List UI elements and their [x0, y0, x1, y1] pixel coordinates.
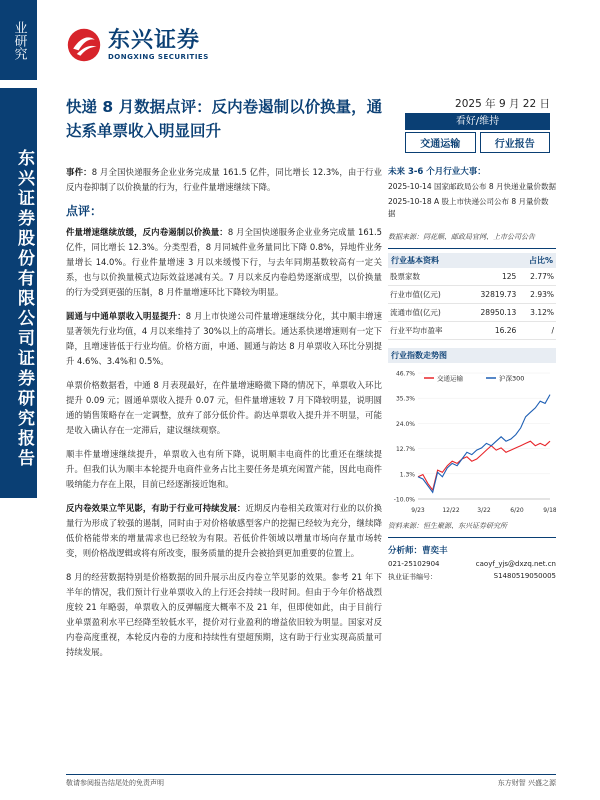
chart-source: 资料来源：恒生聚源、东兴证券研究所	[388, 522, 507, 530]
report-title: 快递 8 月数据点评：反内卷遏制以价换量，通达系单票收入明显回升	[66, 98, 383, 140]
y-tick-label: 46.7%	[395, 370, 415, 378]
analyst-cert-row	[388, 572, 556, 582]
index-chart	[388, 367, 556, 519]
basic-info-title: 行业基本资料	[391, 256, 439, 265]
y-tick-label: -10.0%	[393, 496, 415, 504]
company-logo	[66, 27, 209, 63]
basic-info-header	[388, 253, 556, 268]
logo-name: 东兴证券	[108, 28, 201, 53]
legend-label: 沪深300	[499, 374, 525, 383]
x-tick-label: 9/23	[411, 507, 425, 514]
logo-english-name: DONGXING SECURITIES	[108, 53, 209, 61]
y-tick-label: 24.0%	[395, 420, 415, 428]
industry-tag: 交通运输	[405, 132, 476, 153]
x-tick-label: 9/18	[543, 507, 556, 514]
report-date: 2025 年 9 月 22 日	[405, 96, 550, 116]
legend-label: 交通运输	[437, 374, 463, 383]
table-row: 股票家数 125 2.77%	[388, 268, 556, 286]
y-tick-label: 12.7%	[395, 446, 415, 454]
sidebar-vertical-label: 东兴证券股份有限公司证券研究报告	[0, 88, 37, 498]
y-tick-label: 1.3%	[399, 471, 415, 479]
paragraph-1: 件量增速继续放缓，反内卷遏制以价换量：8 月全国快递服务企业业务完成量 161.5 亿件，同比增长 12.3%。分类型看，8 月同城件业务量同比下降 0.8%，异地件业务量增长 14.0%。行业件量增速 3 月以来缓慢下行，与去年同期基数较高有一定关系，也与以价换量模式边际效益递减有关。7 月以来反内卷趋势逐渐成型，以价换量的行为受到更强的压制，8 月件量增速环比下降较为明显。	[66, 227, 382, 297]
analyst-contact	[388, 560, 556, 568]
analyst-title: 分析师：曹奕丰	[388, 546, 448, 556]
event-item: 2025-10-14 国家邮政局公布 8 月快递业量价数据	[388, 182, 557, 191]
analyst-cert-label: 执业证书编号：	[388, 573, 437, 581]
basic-info-share-label: 占比%	[528, 256, 553, 265]
rating-badge: 看好/维持	[405, 113, 550, 130]
analyst-phone: 021-25102904	[388, 560, 440, 568]
table-row: 流通市值(亿元) 28950.13 3.12%	[388, 304, 556, 322]
index-trend-chart	[388, 367, 556, 517]
main-body	[66, 165, 382, 669]
basic-info-table	[388, 268, 556, 340]
event-item: 2025-10-18 A 股上市快递公司公布 8 月量价数据	[388, 197, 549, 218]
sidebar	[0, 0, 37, 800]
footer-slogan: 东方财智 兴盛之源	[497, 779, 556, 787]
x-tick-label: 6/20	[510, 507, 524, 514]
right-column	[388, 165, 556, 582]
paragraph-3: 单票价格数据看，中通 8 月表现最好，在件量增速略微下降的情况下，单票收入环比提升 0.09 元；圆通单票收入提升 0.07 元，但件量增速较 7 月下降较明显，说明圆通的销售策略存在一定调整，放弃了部分低价件。韵达单票收入提升并不明显，可能是收入确认存在一定滞后，建议继续观察。	[66, 380, 382, 435]
comment-title: 点评：	[66, 204, 103, 218]
sidebar-top-label: 业研究	[0, 0, 37, 80]
paragraph-5: 反内卷效果立竿见影，有助于行业可持续发展：近期反内卷相关政策对行业的以价换量行为形成了较强的遏制，同时由于对价格敏感型客户的挖掘已经较为充分，继续降低价格能带来的增量需求也已经较为有限。若低价件领域以增量市场向存量市场转变，则价格战逻辑或将有所改变，服务质量的提升会被拾到更加重要的位置上。	[66, 503, 383, 558]
report-tags	[405, 132, 550, 153]
events-source: 数据来源：同花顺、邮政局官网、上市公司公告	[388, 233, 535, 241]
analyst-cert: S1480519050005	[493, 572, 556, 580]
events-list	[388, 181, 556, 220]
x-tick-label: 12/22	[442, 507, 460, 514]
events-title: 未来 3-6 个月行业大事：	[388, 167, 486, 177]
report-type-tag: 行业报告	[480, 132, 551, 153]
table-row: 行业平均市盈率 16.26 /	[388, 322, 556, 340]
trend-title: 行业指数走势图	[391, 351, 447, 360]
paragraph-4: 顺丰件量增速继续提升，单票收入也有所下降，说明顺丰电商件的比重还在继续提升。但我们认为顺丰本轮提升电商件业务占比主要任务是填充闲置产能，因此电商件吸纳能力存在上限，目前已经逐渐接近饱和。	[66, 449, 382, 489]
logo-mark-icon	[66, 27, 102, 63]
event-paragraph: 事件：8 月全国快递服务企业业务完成量 161.5 亿件，同比增长 12.3%，由于行业反内卷抑制了以价换量的行为，行业件量增速继续下降。	[66, 167, 383, 192]
series-line-2	[418, 395, 550, 493]
trend-header	[388, 348, 556, 363]
y-tick-label: 35.3%	[395, 395, 415, 403]
table-row: 行业市值(亿元) 32819.73 2.93%	[388, 286, 556, 304]
footer-disclaimer: 敬请参阅报告结尾处的免责声明	[66, 779, 164, 787]
x-tick-label: 3/22	[477, 507, 491, 514]
paragraph-6: 8 月的经营数据特别是价格数据的回升展示出反内卷立竿见影的效果。参考 21 年下半年的情况，我们预计行业单票收入的上行还会持续一段时间。但由于今年价格战烈度较 21 年略弱，单票收入的反弹幅度大概率不及 21 年，但即使如此，由于目前行业单票盈利水平已经降至较低水平，提价对行业盈利的增益依旧较为明显。国家对反内卷高度重视，本轮反内卷的力度和持续性有望超预期，这有助于行业实现高质量可持续发展。	[66, 572, 382, 657]
analyst-email[interactable]: caoyf_yjs@dxzq.net.cn	[475, 560, 556, 568]
paragraph-2: 圆通与中通单票收入明显提升：8 月上市快递公司件量增速继续分化，其中顺丰增速显著领先行业均值，4 月以来维持了 30%以上的高增长。通达系快递增速则有一定下降，且增速皆低于行业均值。价格方面，申通、圆通与韵达 8 月单票收入环比分别提升 4.6%、3.4%和 0.5%。	[66, 311, 382, 366]
